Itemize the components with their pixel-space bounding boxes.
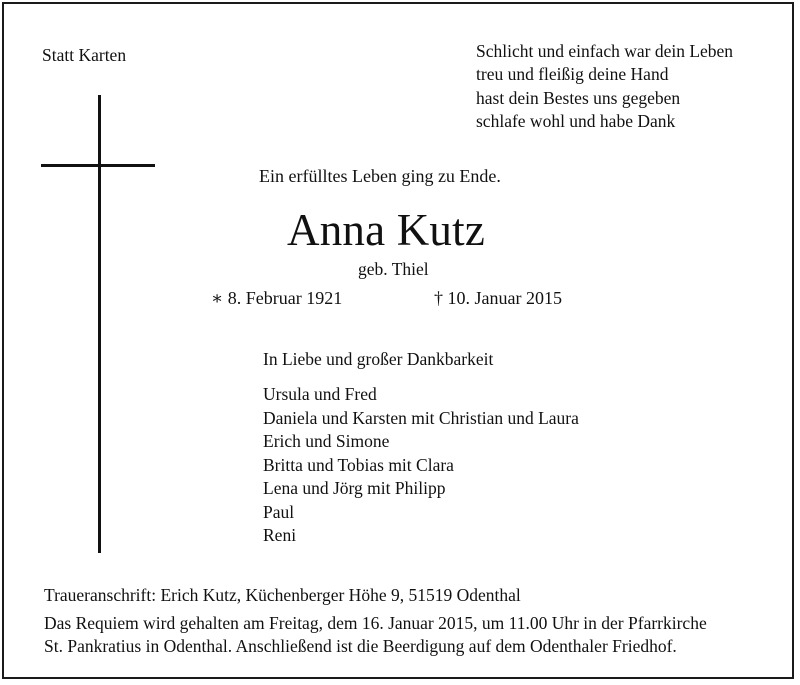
deceased-name: Anna Kutz bbox=[287, 205, 485, 255]
requiem-line: St. Pankratius in Odenthal. Anschließend ist die Beerdigung auf dem Odenthaler Friedhof. bbox=[44, 635, 677, 656]
mourner-entry: Daniela und Karsten mit Christian und Laura bbox=[263, 407, 579, 428]
mourner-entry: Erich und Simone bbox=[263, 431, 390, 451]
mourners-list bbox=[263, 383, 579, 548]
requiem-notice bbox=[44, 612, 707, 657]
intro-line: Ein erfülltes Leben ging zu Ende. bbox=[259, 166, 501, 186]
statt-karten-label: Statt Karten bbox=[42, 45, 127, 65]
poem-line: hast dein Bestes uns gegeben bbox=[476, 87, 681, 108]
mourner-entry: Lena und Jörg mit Philipp bbox=[263, 478, 446, 498]
poem-line: treu und fleißig deine Hand bbox=[476, 64, 669, 85]
poem-line: Schlicht und einfach war dein Leben bbox=[476, 41, 734, 61]
poem bbox=[476, 40, 733, 133]
mourners-heading: In Liebe und großer Dankbarkeit bbox=[263, 349, 494, 369]
maiden-name: geb. Thiel bbox=[358, 259, 429, 279]
mourner-entry: Britta und Tobias mit Clara bbox=[263, 454, 454, 475]
poem-line: schlafe wohl und habe Dank bbox=[476, 110, 676, 131]
death-date: † 10. Januar 2015 bbox=[434, 288, 562, 308]
mourner-entry: Reni bbox=[263, 525, 297, 545]
requiem-line: Das Requiem wird gehalten am Freitag, dem 16. Januar 2015, um 11.00 Uhr in der Pfarrkirche bbox=[44, 613, 707, 633]
mourning-address: Traueranschrift: Erich Kutz, Küchenberger Höhe 9, 51519 Odenthal bbox=[44, 585, 521, 605]
cross-horizontal-bar bbox=[41, 164, 155, 167]
mourner-entry: Paul bbox=[263, 501, 295, 522]
mourner-entry: Ursula und Fred bbox=[263, 384, 377, 404]
birth-date: ∗ 8. Februar 1921 bbox=[211, 288, 343, 308]
